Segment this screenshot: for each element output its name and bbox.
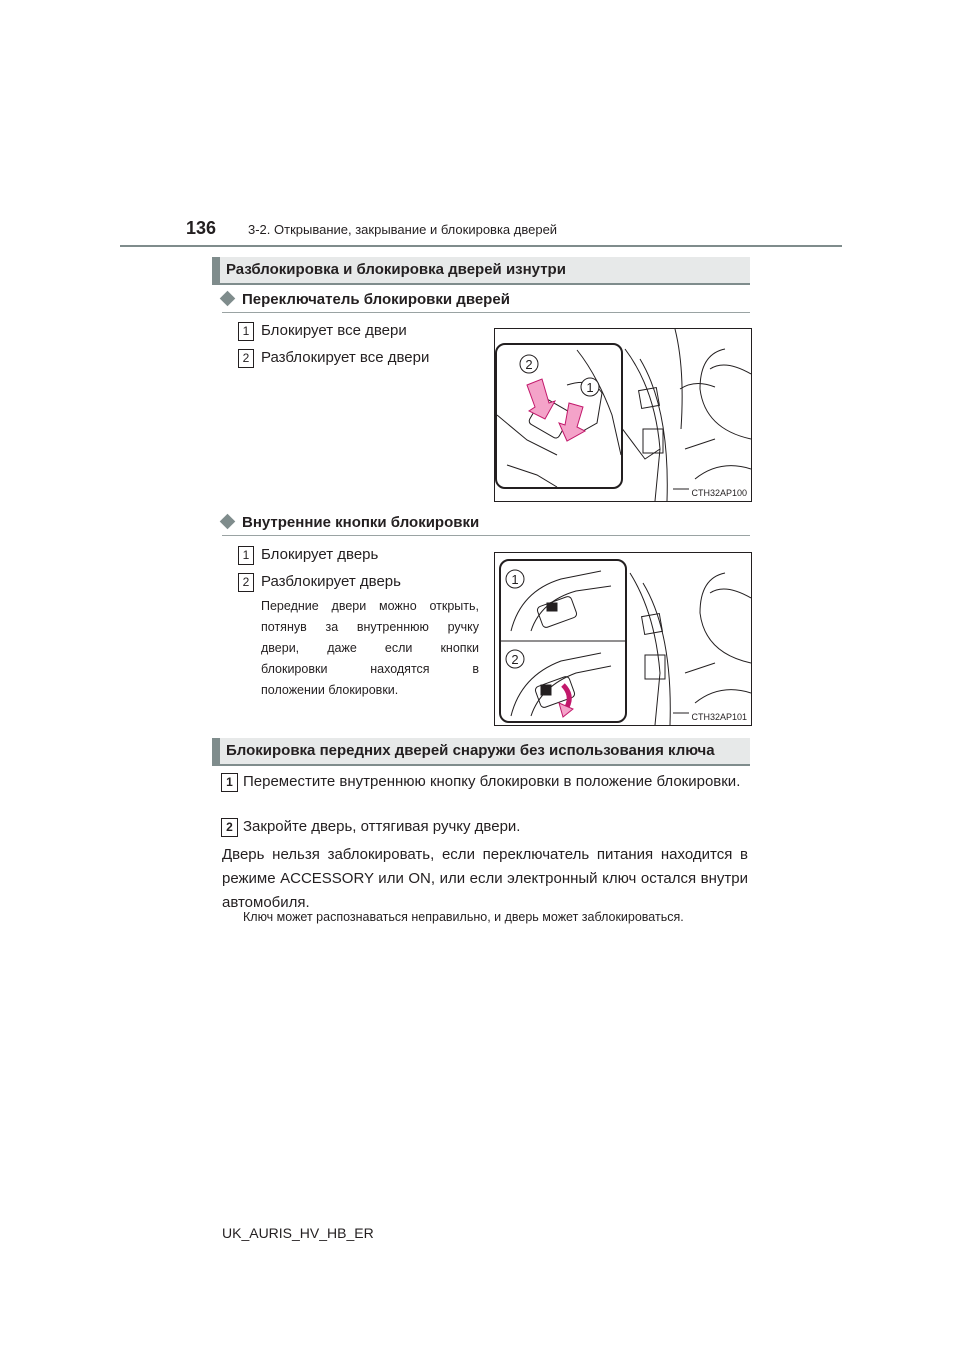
figure-code: CTH32AP101	[691, 712, 747, 722]
page-number: 136	[186, 218, 217, 238]
note-line: потянув за внутреннюю ручку	[261, 620, 479, 634]
item-text: Разблокирует дверь	[261, 573, 401, 590]
note-line: положении блокировки.	[261, 683, 399, 697]
section-title: Разблокировка и блокировка дверей изнутри	[226, 261, 566, 278]
document-code: UK_AURIS_HV_HB_ER	[222, 1225, 374, 1241]
subsection-heading	[222, 291, 510, 308]
subsection-rule	[222, 535, 750, 536]
item-number-badge: 2	[238, 349, 254, 368]
subsection-title: Переключатель блокировки дверей	[242, 291, 510, 308]
inset-callout	[499, 559, 627, 723]
note-text: Ключ может распознаваться неправильно, и дверь может заблокироваться.	[243, 910, 684, 924]
step-text: Переместите внутреннюю кнопку блокировки в положение блокировки.	[243, 773, 741, 790]
switch-closeup-illustration	[497, 345, 621, 487]
body-paragraph: Дверь нельзя заблокировать, если переключатель питания находится в режиме ACCESSORY или ON, или если электронный ключ остался внутри автомобиля.	[222, 846, 748, 911]
section-header-outside	[212, 738, 750, 766]
section-marker	[212, 257, 220, 283]
item-text: Разблокирует все двери	[261, 349, 430, 366]
step-number-badge: 2	[221, 818, 238, 837]
subsection-title: Внутренние кнопки блокировки	[242, 514, 480, 531]
header-rule	[120, 245, 842, 247]
item-number-badge: 2	[238, 573, 254, 592]
diamond-bullet-icon	[220, 514, 236, 530]
step-text: Закройте дверь, оттягивая ручку двери.	[243, 818, 521, 835]
diamond-bullet-icon	[220, 291, 236, 307]
chapter-title: 3-2. Открывание, закрывание и блокировка дверей	[248, 222, 558, 237]
svg-text:2: 2	[511, 652, 519, 667]
lock-button-closeup-illustration	[501, 561, 625, 721]
note-line: Передние двери можно открыть,	[261, 599, 479, 613]
step-number-badge: 1	[221, 773, 238, 792]
item-text: Блокирует все двери	[261, 322, 407, 339]
subsection-heading	[222, 514, 479, 531]
section-marker	[212, 738, 220, 764]
section-header-inside	[212, 257, 750, 285]
note-block	[261, 596, 479, 701]
item-number-badge: 1	[238, 322, 254, 341]
inset-callout	[495, 343, 623, 489]
section-title: Блокировка передних дверей снаружи без использования ключа	[226, 742, 715, 759]
item-number-badge: 1	[238, 546, 254, 565]
note-line: двери, даже если кнопки	[261, 641, 479, 655]
figure-door-lock-switch	[494, 328, 752, 502]
figure-inside-lock-buttons	[494, 552, 752, 726]
subsection-rule	[222, 312, 750, 313]
svg-text:2: 2	[525, 357, 533, 372]
item-text: Блокирует дверь	[261, 546, 379, 563]
svg-text:1: 1	[511, 572, 519, 587]
svg-text:1: 1	[586, 380, 594, 395]
figure-code: CTH32AP100	[691, 488, 747, 498]
note-line: блокировки находятся в	[261, 662, 479, 676]
